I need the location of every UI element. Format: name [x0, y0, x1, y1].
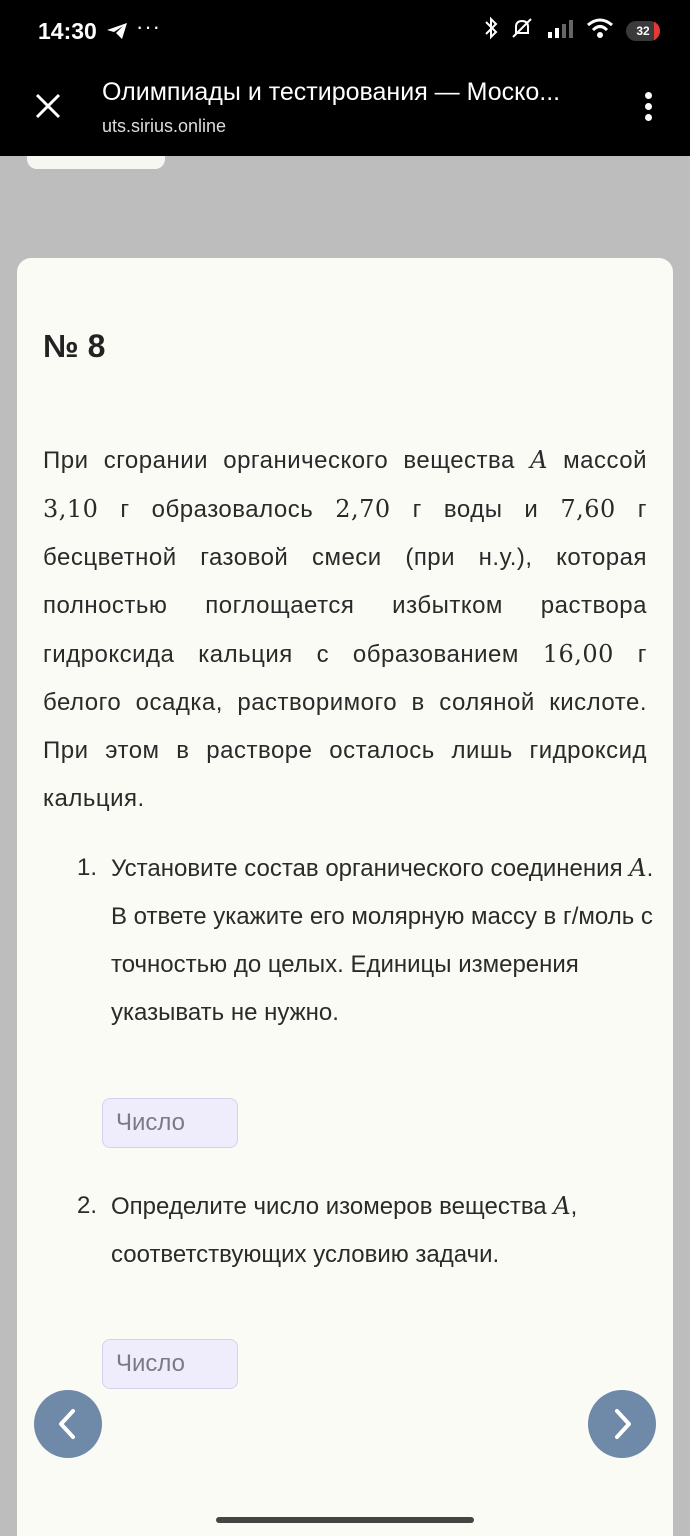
- problem-text-part: г бесцветной газовой смеси (при н.у.), которая полностью поглощается избытком раствора гидроксида кальция с образованием: [43, 496, 648, 668]
- question-text-part: Установите состав органического соединения: [111, 855, 630, 882]
- close-icon: [28, 86, 68, 126]
- math-variable: A: [553, 1192, 571, 1220]
- task-card: [17, 258, 673, 1536]
- app-bar: [0, 64, 690, 156]
- close-button[interactable]: [28, 86, 68, 126]
- chevron-left-icon: [53, 1407, 83, 1441]
- question-number: 1.: [77, 854, 98, 881]
- question-text-part: Определите число изомеров вещества: [111, 1193, 554, 1220]
- problem-text-part: г воды и: [390, 496, 561, 523]
- status-icons: [484, 16, 660, 45]
- question-number: 2.: [77, 1192, 98, 1219]
- math-number: 7,60: [560, 495, 616, 523]
- math-number: 3,10: [43, 495, 99, 523]
- battery-level: 32: [636, 23, 650, 38]
- question-text: [111, 1182, 657, 1279]
- telegram-icon: [106, 22, 128, 45]
- dot-icon: [645, 103, 652, 110]
- page-url: uts.sirius.online: [102, 116, 227, 136]
- wifi-icon: [586, 17, 614, 44]
- math-number: 16,00: [542, 640, 614, 668]
- task-number: № 8: [43, 328, 106, 364]
- math-variable: A: [629, 854, 647, 882]
- math-number: 2,70: [335, 495, 391, 523]
- question-text-part: , соответствующих условию задачи.: [111, 1193, 578, 1268]
- problem-text-part: массой: [547, 447, 647, 474]
- battery-icon: [626, 21, 660, 41]
- problem-text-part: г образовалось: [98, 496, 336, 523]
- answer-input-2[interactable]: [102, 1339, 238, 1389]
- previous-card-edge: [27, 156, 165, 169]
- overflow-menu-button[interactable]: [642, 92, 654, 128]
- question-text: [111, 844, 657, 1037]
- answer-input-1[interactable]: [102, 1098, 238, 1148]
- question-1: [77, 844, 657, 1037]
- status-time: 14:30: [38, 18, 97, 44]
- dot-icon: [645, 92, 652, 99]
- math-variable: A: [530, 446, 548, 474]
- chevron-right-icon: [607, 1407, 637, 1441]
- mute-icon: [510, 16, 534, 45]
- problem-text: [43, 436, 647, 823]
- signal-icon: [546, 18, 574, 43]
- problem-text-part: При сгорании органического вещества: [43, 447, 531, 474]
- problem-text-part: г белого осадка, растворимого в соляной кислоте. При этом в растворе осталось лишь гидроксид кальция.: [43, 641, 648, 812]
- more-notifications-icon: ···: [136, 14, 161, 39]
- home-indicator[interactable]: [216, 1517, 474, 1523]
- status-bar: [0, 0, 690, 64]
- previous-task-button[interactable]: [34, 1390, 102, 1458]
- question-2: [77, 1182, 657, 1279]
- bluetooth-icon: [484, 16, 498, 45]
- next-task-button[interactable]: [588, 1390, 656, 1458]
- dot-icon: [645, 114, 652, 121]
- question-text-part: . В ответе укажите его молярную массу в г/моль с точностью до целых. Единицы измерения указывать не нужно.: [111, 855, 654, 1026]
- page-title: Олимпиады и тестирования — Моско...: [102, 78, 561, 106]
